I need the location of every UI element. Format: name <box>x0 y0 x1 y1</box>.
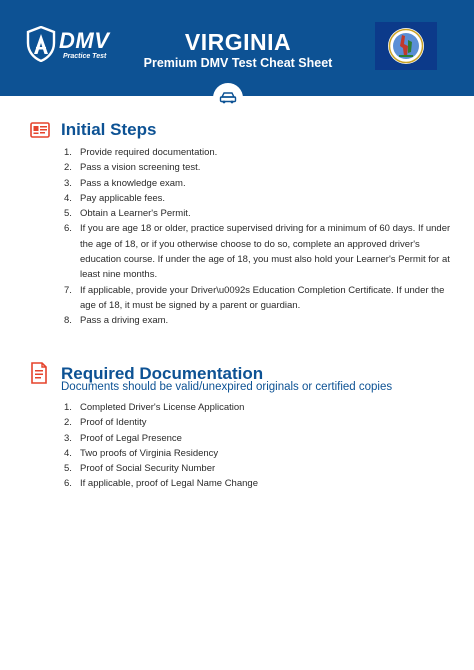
required-docs-title: Required Documentation <box>61 364 264 383</box>
car-badge <box>213 83 243 113</box>
list-item: 5. Proof of Social Security Number <box>64 463 216 475</box>
initial-steps-list <box>61 145 453 329</box>
required-docs-subtitle: Documents should be valid/unexpired originals or certified copies <box>61 381 393 393</box>
required-docs-list <box>61 400 453 492</box>
list-item: 2. Pass a vision screening test. <box>64 162 201 174</box>
logo-subtitle: Practice Test <box>63 53 107 60</box>
state-title: VIRGINIA <box>184 29 292 55</box>
list-item: 4. Pay applicable fees. <box>64 192 166 204</box>
list-item: 1. Completed Driver's License Application <box>64 402 245 413</box>
list-item: 7. If applicable, provide your Driver\u0092s Education Completion Certificate. If under the age of 18, it must be signed by a parent or guardian. <box>64 284 445 311</box>
car-icon <box>219 91 237 104</box>
document-icon <box>30 362 48 384</box>
list-item: 1. Provide required documentation. <box>64 147 218 158</box>
list-item: 6. If you are age 18 or older, practice supervised driving for a minimum of 60 days. If under the age of 18, or if you otherwise choose to do so, complete an approved driver's education course. If under the age of 18, you must also hold your Learner's Permit for at least nine months. <box>64 223 451 281</box>
initial-steps-title: Initial Steps <box>61 120 157 139</box>
page-header <box>0 0 474 96</box>
shield-icon <box>26 26 56 62</box>
list-item: 5. Obtain a Learner's Permit. <box>64 208 191 220</box>
id-card-icon <box>30 122 50 138</box>
sheet-title: Premium DMV Test Cheat Sheet <box>143 56 333 70</box>
list-item: 2. Proof of Identity <box>64 417 147 429</box>
list-item: 6. If applicable, proof of Legal Name Change <box>64 478 258 490</box>
list-item: 4. Two proofs of Virginia Residency <box>64 447 219 459</box>
virginia-flag-icon <box>375 22 437 70</box>
list-item: 3. Pass a knowledge exam. <box>64 177 186 189</box>
logo-name: DMV <box>59 28 110 53</box>
list-item: 8. Pass a driving exam. <box>64 315 169 327</box>
list-item: 3. Proof of Legal Presence <box>64 432 182 444</box>
